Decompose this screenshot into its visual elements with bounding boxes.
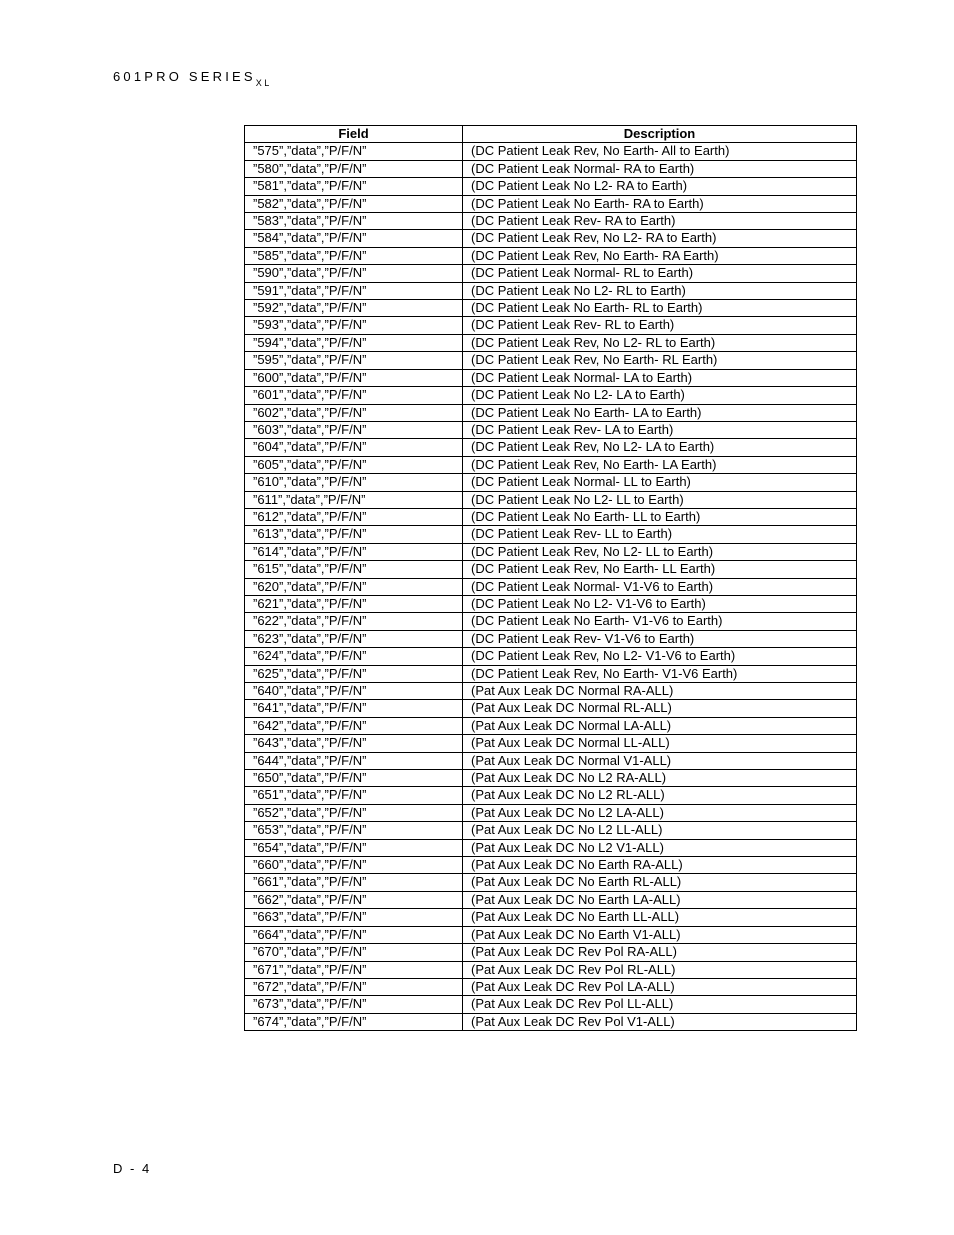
table-row <box>245 543 857 560</box>
table-row <box>245 387 857 404</box>
table-row <box>245 978 857 995</box>
field-cell: ”581”,”data”,”P/F/N” <box>245 178 463 195</box>
description-cell: (Pat Aux Leak DC Normal LL-ALL) <box>463 735 857 752</box>
description-cell: (DC Patient Leak Rev, No L2- RA to Earth) <box>463 230 857 247</box>
field-cell: ”615”,”data”,”P/F/N” <box>245 561 463 578</box>
description-cell: (DC Patient Leak Rev, No Earth- V1-V6 Earth) <box>463 665 857 682</box>
table-row <box>245 752 857 769</box>
field-cell: ”641”,”data”,”P/F/N” <box>245 700 463 717</box>
table-row <box>245 334 857 351</box>
field-cell: ”673”,”data”,”P/F/N” <box>245 996 463 1013</box>
table-row <box>245 456 857 473</box>
table-row <box>245 909 857 926</box>
description-cell: (Pat Aux Leak DC No L2 V1-ALL) <box>463 839 857 856</box>
description-cell: (Pat Aux Leak DC No Earth RL-ALL) <box>463 874 857 891</box>
table-row <box>245 474 857 491</box>
field-cell: ”580”,”data”,”P/F/N” <box>245 160 463 177</box>
field-cell: ”651”,”data”,”P/F/N” <box>245 787 463 804</box>
description-cell: (Pat Aux Leak DC Rev Pol V1-ALL) <box>463 1013 857 1030</box>
description-cell: (DC Patient Leak Rev- V1-V6 to Earth) <box>463 630 857 647</box>
table-row <box>245 630 857 647</box>
table-row <box>245 578 857 595</box>
field-cell: ”620”,”data”,”P/F/N” <box>245 578 463 595</box>
field-cell: ”652”,”data”,”P/F/N” <box>245 804 463 821</box>
table-row <box>245 822 857 839</box>
description-cell: (Pat Aux Leak DC No Earth RA-ALL) <box>463 857 857 874</box>
field-cell: ”591”,”data”,”P/F/N” <box>245 282 463 299</box>
field-cell: ”593”,”data”,”P/F/N” <box>245 317 463 334</box>
description-cell: (DC Patient Leak No Earth- RA to Earth) <box>463 195 857 212</box>
table-row <box>245 804 857 821</box>
table-row <box>245 352 857 369</box>
description-cell: (DC Patient Leak No Earth- RL to Earth) <box>463 300 857 317</box>
description-cell: (DC Patient Leak Rev, No Earth- LL Earth) <box>463 561 857 578</box>
description-cell: (DC Patient Leak Rev- RL to Earth) <box>463 317 857 334</box>
field-cell: ”644”,”data”,”P/F/N” <box>245 752 463 769</box>
table-row <box>245 404 857 421</box>
table-row <box>245 143 857 160</box>
description-cell: (DC Patient Leak Rev, No L2- LL to Earth) <box>463 543 857 560</box>
description-cell: (DC Patient Leak Rev, No Earth- RL Earth) <box>463 352 857 369</box>
table-row <box>245 770 857 787</box>
field-cell: ”614”,”data”,”P/F/N” <box>245 543 463 560</box>
table-row <box>245 857 857 874</box>
table-row <box>245 247 857 264</box>
table-row <box>245 213 857 230</box>
field-cell: ”602”,”data”,”P/F/N” <box>245 404 463 421</box>
field-cell: ”604”,”data”,”P/F/N” <box>245 439 463 456</box>
table-row <box>245 178 857 195</box>
field-cell: ”662”,”data”,”P/F/N” <box>245 891 463 908</box>
description-cell: (Pat Aux Leak DC Normal V1-ALL) <box>463 752 857 769</box>
field-cell: ”585”,”data”,”P/F/N” <box>245 247 463 264</box>
description-cell: (DC Patient Leak Rev, No Earth- All to Earth) <box>463 143 857 160</box>
column-header-description: Description <box>463 126 857 143</box>
page-number: D - 4 <box>113 1161 152 1176</box>
description-cell: (DC Patient Leak Normal- LA to Earth) <box>463 369 857 386</box>
table-row <box>245 561 857 578</box>
column-header-field: Field <box>245 126 463 143</box>
page-header <box>113 69 272 88</box>
description-cell: (DC Patient Leak Rev, No L2- RL to Earth) <box>463 334 857 351</box>
field-cell: ”624”,”data”,”P/F/N” <box>245 648 463 665</box>
table-row <box>245 891 857 908</box>
description-cell: (Pat Aux Leak DC No L2 LL-ALL) <box>463 822 857 839</box>
table-row <box>245 613 857 630</box>
table-row <box>245 230 857 247</box>
field-cell: ”660”,”data”,”P/F/N” <box>245 857 463 874</box>
field-cell: ”594”,”data”,”P/F/N” <box>245 334 463 351</box>
field-cell: ”622”,”data”,”P/F/N” <box>245 613 463 630</box>
table-header-row <box>245 126 857 143</box>
field-cell: ”623”,”data”,”P/F/N” <box>245 630 463 647</box>
description-cell: (DC Patient Leak No Earth- LA to Earth) <box>463 404 857 421</box>
table-row <box>245 491 857 508</box>
header-subscript: XL <box>255 78 272 88</box>
description-cell: (Pat Aux Leak DC Rev Pol LL-ALL) <box>463 996 857 1013</box>
description-cell: (Pat Aux Leak DC No L2 RA-ALL) <box>463 770 857 787</box>
description-cell: (Pat Aux Leak DC No Earth LL-ALL) <box>463 909 857 926</box>
table-row <box>245 839 857 856</box>
table-row <box>245 526 857 543</box>
table-row <box>245 300 857 317</box>
description-cell: (DC Patient Leak Normal- LL to Earth) <box>463 474 857 491</box>
table-row <box>245 717 857 734</box>
table-row <box>245 1013 857 1030</box>
table-row <box>245 595 857 612</box>
description-cell: (DC Patient Leak Rev, No L2- LA to Earth) <box>463 439 857 456</box>
field-cell: ”613”,”data”,”P/F/N” <box>245 526 463 543</box>
field-cell: ”654”,”data”,”P/F/N” <box>245 839 463 856</box>
field-cell: ”583”,”data”,”P/F/N” <box>245 213 463 230</box>
table-row <box>245 735 857 752</box>
field-description-table <box>244 125 857 1031</box>
field-cell: ”664”,”data”,”P/F/N” <box>245 926 463 943</box>
field-cell: ”642”,”data”,”P/F/N” <box>245 717 463 734</box>
description-cell: (Pat Aux Leak DC No Earth LA-ALL) <box>463 891 857 908</box>
field-cell: ”663”,”data”,”P/F/N” <box>245 909 463 926</box>
field-cell: ”601”,”data”,”P/F/N” <box>245 387 463 404</box>
description-cell: (Pat Aux Leak DC Normal LA-ALL) <box>463 717 857 734</box>
table-body <box>245 143 857 1031</box>
field-cell: ”612”,”data”,”P/F/N” <box>245 508 463 525</box>
description-cell: (DC Patient Leak No Earth- V1-V6 to Earth) <box>463 613 857 630</box>
table-row <box>245 439 857 456</box>
description-cell: (Pat Aux Leak DC Rev Pol RA-ALL) <box>463 944 857 961</box>
description-cell: (DC Patient Leak Normal- V1-V6 to Earth) <box>463 578 857 595</box>
description-cell: (Pat Aux Leak DC Rev Pol LA-ALL) <box>463 978 857 995</box>
description-cell: (DC Patient Leak Rev, No L2- V1-V6 to Earth) <box>463 648 857 665</box>
field-cell: ”643”,”data”,”P/F/N” <box>245 735 463 752</box>
field-cell: ”582”,”data”,”P/F/N” <box>245 195 463 212</box>
table-row <box>245 787 857 804</box>
field-cell: ”605”,”data”,”P/F/N” <box>245 456 463 473</box>
field-cell: ”640”,”data”,”P/F/N” <box>245 683 463 700</box>
table-row <box>245 369 857 386</box>
field-cell: ”625”,”data”,”P/F/N” <box>245 665 463 682</box>
table-row <box>245 874 857 891</box>
field-cell: ”674”,”data”,”P/F/N” <box>245 1013 463 1030</box>
description-cell: (DC Patient Leak No L2- V1-V6 to Earth) <box>463 595 857 612</box>
field-cell: ”661”,”data”,”P/F/N” <box>245 874 463 891</box>
field-cell: ”590”,”data”,”P/F/N” <box>245 265 463 282</box>
table-row <box>245 926 857 943</box>
table-row <box>245 665 857 682</box>
description-cell: (Pat Aux Leak DC No L2 LA-ALL) <box>463 804 857 821</box>
table-row <box>245 700 857 717</box>
description-cell: (DC Patient Leak No Earth- LL to Earth) <box>463 508 857 525</box>
description-cell: (Pat Aux Leak DC No L2 RL-ALL) <box>463 787 857 804</box>
field-cell: ”575”,”data”,”P/F/N” <box>245 143 463 160</box>
field-cell: ”621”,”data”,”P/F/N” <box>245 595 463 612</box>
table-row <box>245 944 857 961</box>
table-row <box>245 508 857 525</box>
description-cell: (DC Patient Leak Rev, No Earth- RA Earth) <box>463 247 857 264</box>
table-row <box>245 160 857 177</box>
field-cell: ”592”,”data”,”P/F/N” <box>245 300 463 317</box>
description-cell: (Pat Aux Leak DC Rev Pol RL-ALL) <box>463 961 857 978</box>
table-row <box>245 683 857 700</box>
description-cell: (DC Patient Leak Normal- RA to Earth) <box>463 160 857 177</box>
header-title: 601PRO SERIES <box>113 69 256 84</box>
table-row <box>245 195 857 212</box>
field-cell: ”600”,”data”,”P/F/N” <box>245 369 463 386</box>
description-cell: (DC Patient Leak No L2- LA to Earth) <box>463 387 857 404</box>
description-cell: (Pat Aux Leak DC Normal RA-ALL) <box>463 683 857 700</box>
table-row <box>245 282 857 299</box>
description-cell: (DC Patient Leak Normal- RL to Earth) <box>463 265 857 282</box>
field-cell: ”611”,”data”,”P/F/N” <box>245 491 463 508</box>
field-cell: ”653”,”data”,”P/F/N” <box>245 822 463 839</box>
field-cell: ”650”,”data”,”P/F/N” <box>245 770 463 787</box>
description-cell: (DC Patient Leak No L2- LL to Earth) <box>463 491 857 508</box>
description-cell: (Pat Aux Leak DC No Earth V1-ALL) <box>463 926 857 943</box>
field-cell: ”584”,”data”,”P/F/N” <box>245 230 463 247</box>
field-cell: ”603”,”data”,”P/F/N” <box>245 421 463 438</box>
field-cell: ”595”,”data”,”P/F/N” <box>245 352 463 369</box>
table-row <box>245 265 857 282</box>
description-cell: (DC Patient Leak Rev- RA to Earth) <box>463 213 857 230</box>
table-row <box>245 961 857 978</box>
table-row <box>245 996 857 1013</box>
description-cell: (DC Patient Leak No L2- RL to Earth) <box>463 282 857 299</box>
table-row <box>245 421 857 438</box>
field-cell: ”670”,”data”,”P/F/N” <box>245 944 463 961</box>
field-cell: ”671”,”data”,”P/F/N” <box>245 961 463 978</box>
description-cell: (DC Patient Leak Rev- LA to Earth) <box>463 421 857 438</box>
description-cell: (Pat Aux Leak DC Normal RL-ALL) <box>463 700 857 717</box>
description-cell: (DC Patient Leak No L2- RA to Earth) <box>463 178 857 195</box>
description-cell: (DC Patient Leak Rev- LL to Earth) <box>463 526 857 543</box>
description-cell: (DC Patient Leak Rev, No Earth- LA Earth) <box>463 456 857 473</box>
table-row <box>245 317 857 334</box>
field-cell: ”672”,”data”,”P/F/N” <box>245 978 463 995</box>
field-cell: ”610”,”data”,”P/F/N” <box>245 474 463 491</box>
table-row <box>245 648 857 665</box>
